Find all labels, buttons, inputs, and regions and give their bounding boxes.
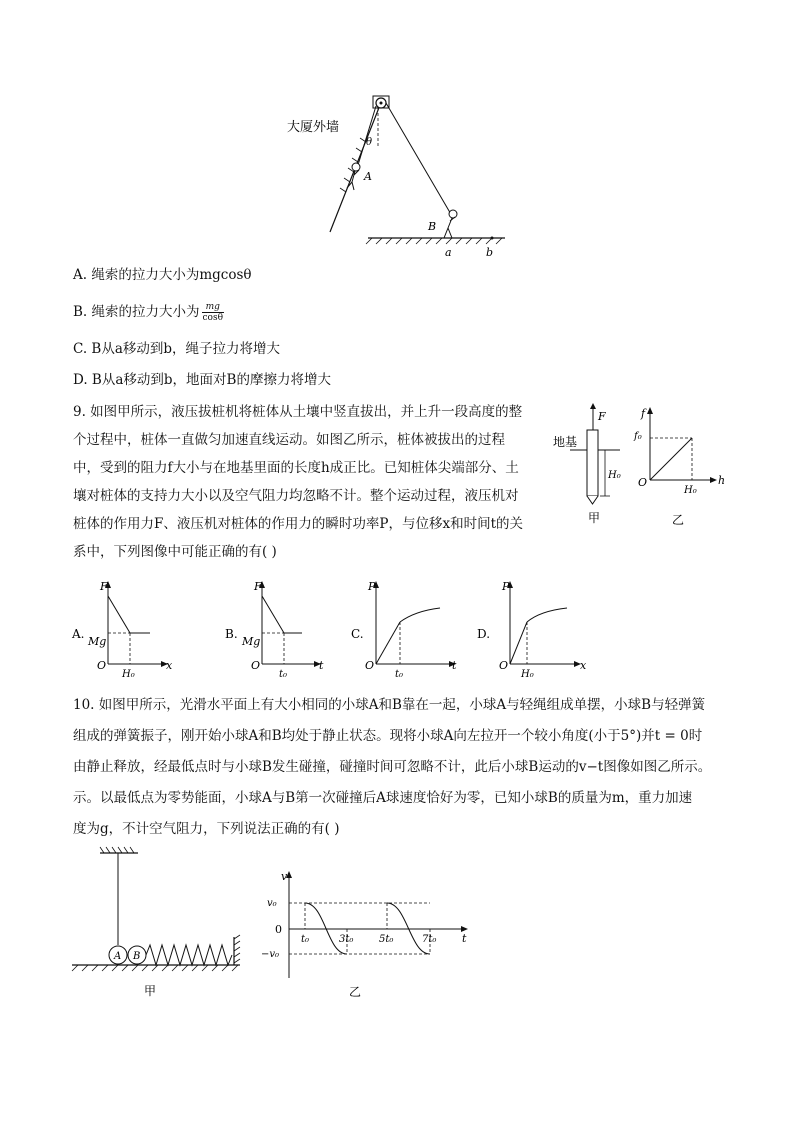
ball-a-label: A bbox=[114, 951, 122, 962]
q8-option-c: C. B从a移动到b，绳子拉力将增大 bbox=[73, 341, 281, 357]
q9-graph-c bbox=[351, 580, 457, 678]
svg-text:v: v bbox=[281, 870, 288, 883]
q8-option-b-text: B. 绳索的拉力大小为 bbox=[73, 304, 200, 320]
svg-text:−v₀: −v₀ bbox=[261, 949, 280, 960]
person-b-label: B bbox=[428, 220, 437, 233]
pulley-diagram bbox=[280, 92, 510, 262]
svg-text:F: F bbox=[254, 580, 262, 593]
q8-option-a: A. 绳索的拉力大小为mgcosθ bbox=[73, 267, 252, 283]
svg-text:O: O bbox=[97, 659, 107, 672]
svg-text:h: h bbox=[718, 474, 726, 487]
svg-text:0: 0 bbox=[275, 923, 282, 936]
svg-text:H₀: H₀ bbox=[608, 470, 621, 481]
ball-b-label: B bbox=[133, 951, 141, 962]
svg-text:O: O bbox=[365, 659, 375, 672]
ground-b-label: b bbox=[486, 246, 494, 259]
svg-text:x: x bbox=[166, 659, 173, 672]
svg-text:f: f bbox=[641, 407, 646, 420]
svg-text:A.: A. bbox=[72, 627, 85, 641]
svg-text:x: x bbox=[580, 659, 587, 672]
svg-text:7t₀: 7t₀ bbox=[422, 934, 437, 945]
svg-text:t₀: t₀ bbox=[395, 669, 404, 678]
q10-fig-jia bbox=[70, 845, 250, 1000]
svg-text:Mg: Mg bbox=[242, 635, 261, 648]
svg-text:Mg: Mg bbox=[88, 635, 107, 648]
svg-text:P: P bbox=[368, 580, 376, 593]
svg-text:地基: 地基 bbox=[553, 435, 578, 449]
person-a-label: A bbox=[364, 170, 372, 183]
svg-text:F: F bbox=[598, 410, 606, 423]
ground-a-label: a bbox=[445, 246, 452, 259]
wall-label: 大厦外墙 bbox=[287, 120, 340, 135]
svg-text:乙: 乙 bbox=[672, 513, 685, 527]
svg-text:v₀: v₀ bbox=[267, 898, 277, 909]
svg-text:f₀: f₀ bbox=[634, 431, 642, 442]
svg-text:t₀: t₀ bbox=[301, 934, 310, 945]
q9-fig-jia bbox=[550, 400, 630, 530]
svg-text:O: O bbox=[638, 476, 648, 489]
q9-option-graphs bbox=[70, 578, 730, 678]
svg-text:F: F bbox=[100, 580, 108, 593]
svg-text:3t₀: 3t₀ bbox=[339, 934, 354, 945]
q10-stem: 10. 如图甲所示，光滑水平面上有大小相同的小球A和B靠在一起，小球A与轻绳组成单摆，小球B与轻弹簧 组成的弹簧振子，刚开始小球A和B均处于静止状态。现将小球A向左拉开一个较小角度(小于5°)并t = 0时 由静止释放，经最低点时与小球B发生碰撞，碰撞时间可忽略不计，此后小球B运动的v−t图像如图乙所示。 示。以最低点为零势能面，小球A与B第一次碰撞后A球速度恰好为零，已知小球B的质量为m，重力加速 度为g，不计空气阻力，下列说法正确的有( ) bbox=[73, 697, 712, 837]
svg-text:t: t bbox=[319, 659, 324, 672]
q9-graph-b bbox=[225, 580, 324, 678]
q8-option-b bbox=[73, 302, 224, 323]
svg-text:H₀: H₀ bbox=[521, 669, 534, 678]
q9-graph-d bbox=[477, 580, 587, 678]
q10-fig-yi bbox=[255, 868, 480, 1003]
q9-fig-yi bbox=[632, 404, 727, 530]
svg-text:5t₀: 5t₀ bbox=[379, 934, 394, 945]
svg-text:甲: 甲 bbox=[588, 511, 601, 525]
svg-text:P: P bbox=[502, 580, 510, 593]
theta-label: θ bbox=[366, 137, 373, 148]
q9-graph-a bbox=[71, 580, 173, 678]
svg-text:D.: D. bbox=[477, 627, 491, 641]
svg-text:乙: 乙 bbox=[349, 985, 362, 999]
svg-text:t₀: t₀ bbox=[279, 669, 288, 678]
q9-stem: 9. 如图甲所示，液压拔桩机将桩体从土壤中竖直拔出，并上升一段高度的整 个过程中，桩体一直做匀加速直线运动。如图乙所示，桩体被拔出的过程 中，受到的阻力f大小与在地基里面的长度h成正比。已知桩体尖端部分、土 壤对桩体的支持力大小以及空气阻力均忽略不计。整个运动过程，液压机对 桩体的作用力F、液压机对桩体的作用力的瞬时功率P，与位移x和时间t的关 系中，下列图像中可能正确的有( ) bbox=[73, 404, 523, 560]
svg-text:O: O bbox=[251, 659, 261, 672]
svg-text:H₀: H₀ bbox=[684, 485, 697, 496]
svg-text:C.: C. bbox=[351, 627, 364, 641]
svg-text:H₀: H₀ bbox=[122, 669, 135, 678]
svg-text:B.: B. bbox=[225, 627, 238, 641]
svg-text:t: t bbox=[452, 659, 457, 672]
q8-option-d: D. B从a移动到b，地面对B的摩擦力将增大 bbox=[73, 372, 331, 388]
q8-option-b-fraction: $\frac{mg}{\cos\theta}$ bbox=[202, 302, 224, 323]
svg-text:O: O bbox=[499, 659, 509, 672]
svg-text:甲: 甲 bbox=[144, 984, 157, 998]
svg-text:t: t bbox=[462, 932, 467, 945]
